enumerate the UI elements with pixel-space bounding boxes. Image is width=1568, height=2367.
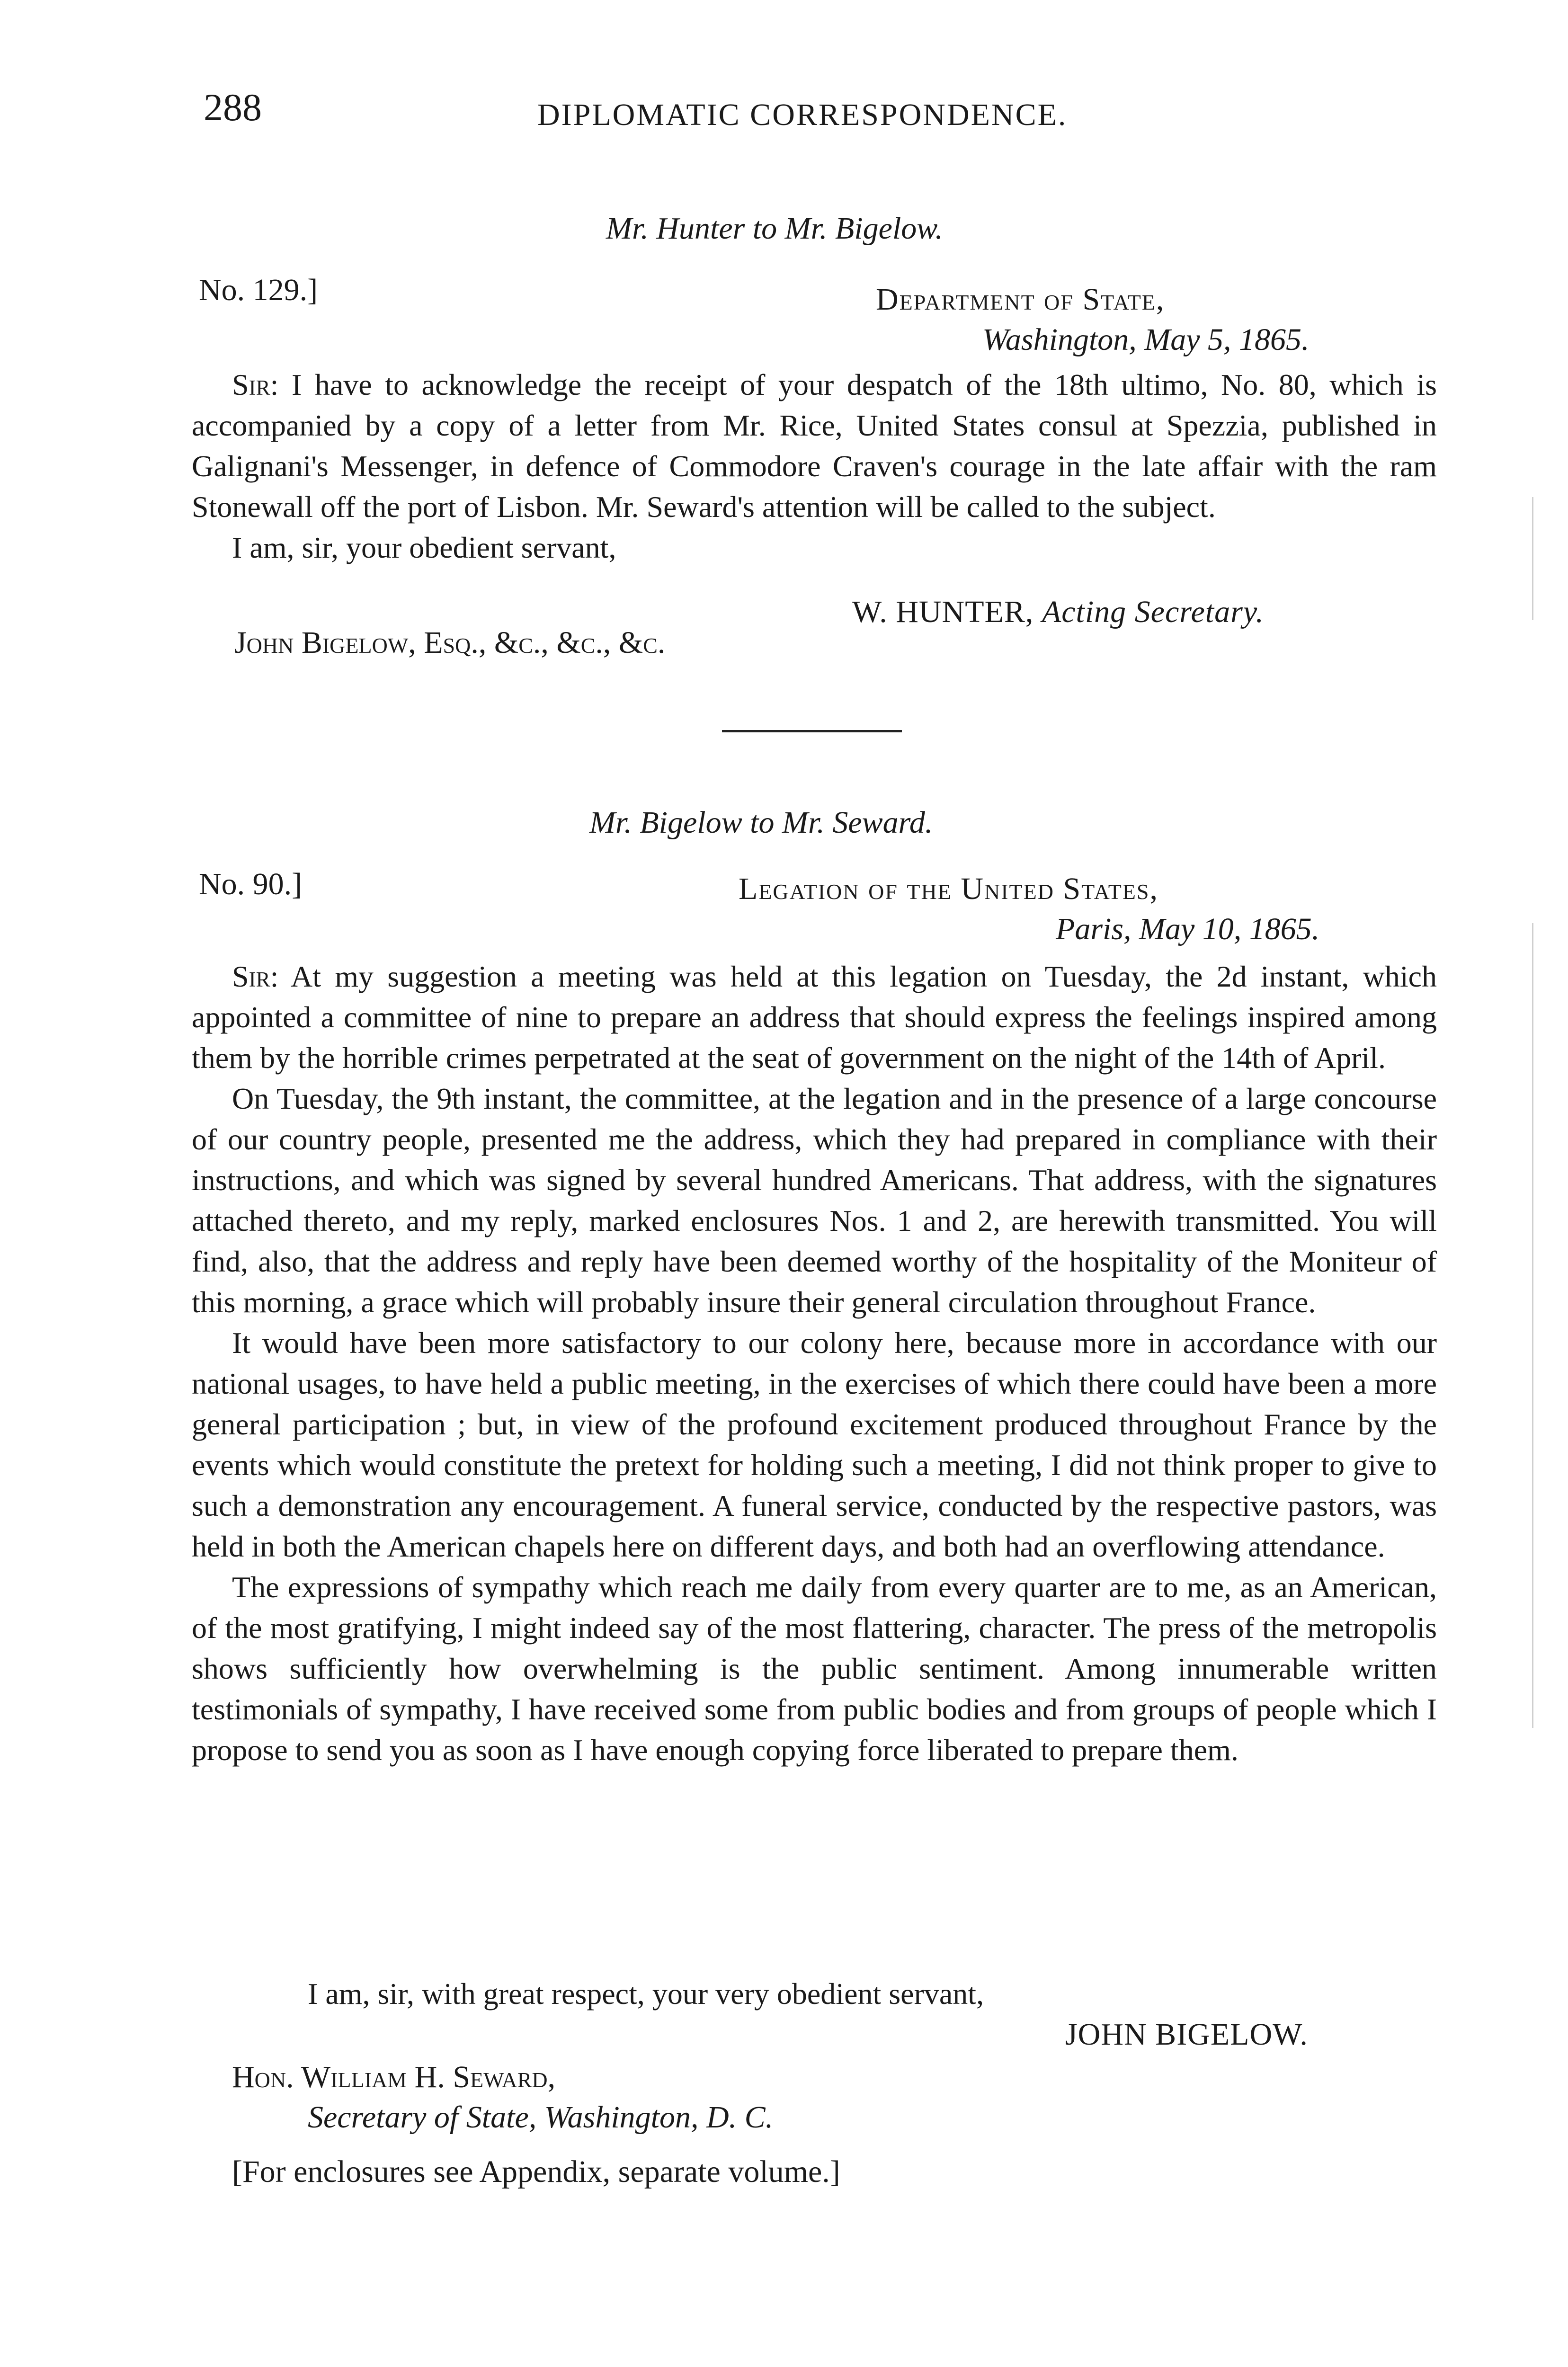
- letter2-addressee-title: Secretary of State, Washington, D. C.: [308, 2100, 774, 2135]
- letter1-signature-title: Acting Secretary.: [1042, 595, 1264, 629]
- letter1-closing: I am, sir, your obedient servant,: [232, 531, 616, 564]
- letter2-paragraph-4: The expressions of sympathy which reach me daily from every quarter are to me, as an American, of the most gratifying, I might indeed say of the most flattering, character. The press of the metropolis shows sufficiently how overwhelming is the public sentiment. Among innumerable written testimonials of sympathy, I have received some from public bodies and from groups of people which I propose to send you as soon as I have enough copying force liberated to prepare them.: [192, 1570, 1437, 1767]
- letter2-place-date: Paris, May 10, 1865.: [1056, 912, 1320, 946]
- letter1-department: Department of State,: [876, 282, 1165, 317]
- letter2-department: Legation of the United States,: [739, 872, 1158, 906]
- letter1-addressee: [234, 625, 665, 661]
- letter2-paragraph-2: On Tuesday, the 9th instant, the committee, at the legation and in the presence of a large concourse of our country people, presented me the address, which they had prepared in compliance with their instructions, and which was signed by several hundred Americans. That address, with the signatures attached thereto, and my reply, marked enclosures Nos. 1 and 2, are herewith transmitted. You will find, also, that the address and reply have been deemed worthy of the hospitality of the Moniteur of this morning, a grace which will probably insure their general circulation throughout France.: [192, 1082, 1437, 1319]
- letter2-paragraph-3: It would have been more satisfactory to our colony here, because more in accordance with our national usages, to have held a public meeting, in the exercises of which there could have been a more general participation ; but, in view of the profound excitement produced throughout France by the events which would constitute the pretext for holding such a meeting, I did not think proper to give to such a demonstration any encouragement. A funeral service, conducted by the respective pastors, was held in both the American chapels here on different days, and both had an overflowing attendance.: [192, 1326, 1437, 1563]
- letter2-number: No. 90.]: [199, 867, 303, 901]
- scan-edge-mark: [1532, 497, 1533, 620]
- letter1-number: No. 129.]: [199, 273, 318, 307]
- letter2-paragraph-1: [192, 956, 1437, 1078]
- letter2-closing: I am, sir, with great respect, your very obedient servant,: [308, 1977, 984, 2011]
- letter1-salutation: Sir:: [232, 368, 279, 401]
- letter1-addressee-text: John Bigelow, Esq., &c., &c., &c.: [234, 625, 666, 660]
- letter2-salutation: Sir:: [232, 960, 279, 993]
- letter1-heading: Mr. Hunter to Mr. Bigelow.: [606, 211, 943, 246]
- scan-edge-mark: [1532, 923, 1533, 1728]
- letter2-signature: JOHN BIGELOW.: [1065, 2017, 1308, 2052]
- section-divider: [722, 730, 902, 732]
- page-number: 288: [204, 86, 262, 129]
- enclosure-note: [For enclosures see Appendix, separate volume.]: [232, 2154, 840, 2189]
- letter2-paragraph-1-text: At my suggestion a meeting was held at this legation on Tuesday, the 2d instant, which appointed a committee of nine to prepare an address that should express the feelings inspired among them by the horrible crimes perpetrated at the seat of government on the night of the 14th of April.: [192, 960, 1437, 1075]
- letter1-signature: [852, 594, 1264, 630]
- letter1-body-text: I have to acknowledge the receipt of your despatch of the 18th ultimo, No. 80, which is accompanied by a copy of a letter from Mr. Rice, United States consul at Spezzia, published in Galignani's Messenger, in defence of Commodore Craven's courage in the late affair with the ram Stonewall off the port of Lisbon. Mr. Seward's attention will be called to the subject.: [192, 368, 1437, 524]
- letter1-body: [192, 365, 1437, 568]
- letter1-place-date: Washington, May 5, 1865.: [982, 322, 1310, 357]
- letter1-signature-name: W. HUNTER,: [852, 595, 1034, 629]
- letter2-body: [192, 956, 1437, 1771]
- letter2-addressee-name: [232, 2059, 555, 2095]
- running-title: DIPLOMATIC CORRESPONDENCE.: [537, 98, 1068, 132]
- letter2-heading: Mr. Bigelow to Mr. Seward.: [589, 805, 933, 840]
- letter2-addressee-name-text: Hon. William H. Seward,: [232, 2060, 556, 2094]
